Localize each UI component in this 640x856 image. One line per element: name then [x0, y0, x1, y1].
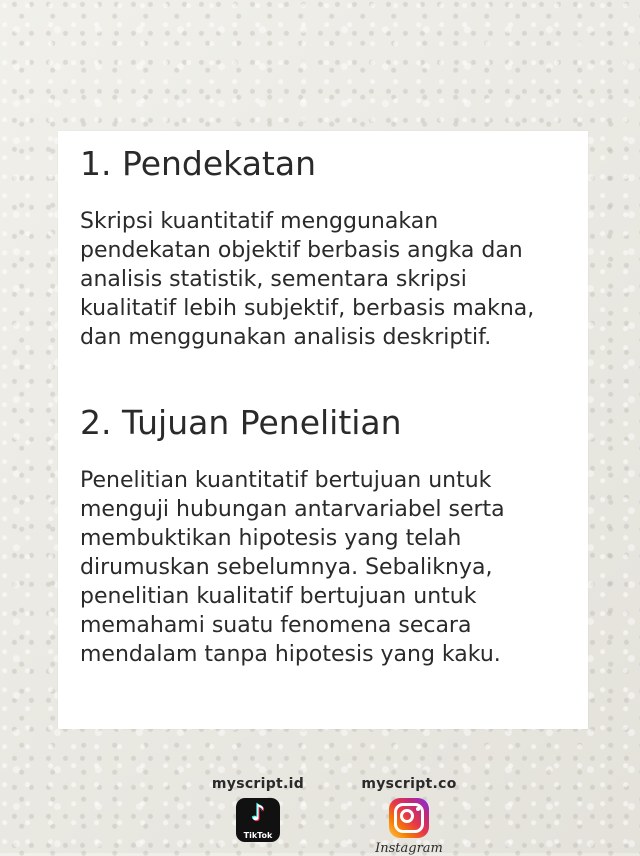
instagram-label: Instagram: [375, 841, 443, 856]
section-heading-research-purpose: 2. Tujuan Penelitian: [80, 403, 402, 442]
tiktok-icon: ♪ TikTok: [236, 798, 280, 842]
card-content: [80, 144, 574, 669]
section-heading-approach: 1. Pendekatan: [80, 144, 316, 183]
section-body-research-purpose: Penelitian kuantitatif bertujuan untuk menguji hubungan antarvariabel serta membuktikan hipotesis yang telah dirumuskan sebelumnya. Sebaliknya, penelitian kualitatif bertujuan untuk memahami suatu fenomena secara mendalam tanpa hipotesis yang kaku.: [80, 468, 505, 667]
instagram-icon: [389, 798, 429, 838]
content-card: [58, 131, 588, 729]
tiktok-social-link[interactable]: [183, 776, 333, 846]
instagram-social-link[interactable]: [334, 776, 484, 856]
section-body-approach: Skripsi kuantitatif menggunakan pendekatan objektif berbasis angka dan analisis statistik, sementara skripsi kualitatif lebih subjektif, berbasis makna, dan menggunakan analisis deskriptif.: [80, 209, 535, 350]
tiktok-handle: myscript.id: [211, 776, 305, 792]
tiktok-logo-text: TikTok: [243, 831, 273, 840]
instagram-handle: myscript.co: [361, 776, 457, 792]
